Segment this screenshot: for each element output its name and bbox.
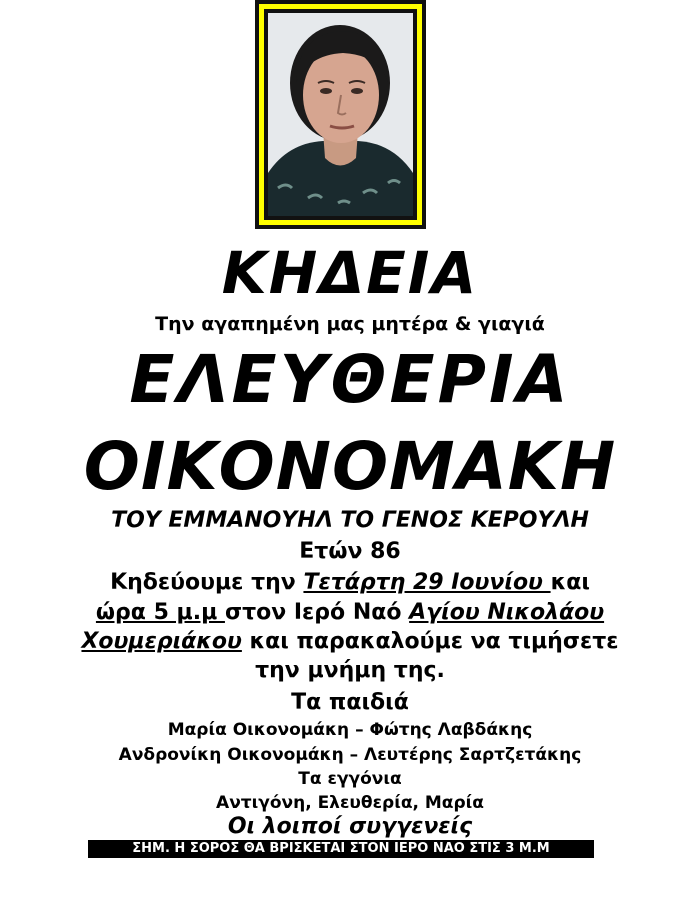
children-label: Τα παιδιά <box>291 690 409 715</box>
parentage-line: ΤΟΥ ΕΜΜΑΝΟΥΗΛ ΤΟ ΓΕΝΟΣ ΚΕΡΟΥΛΗ <box>111 508 589 533</box>
age-line: Ετών 86 <box>299 539 401 564</box>
service-time: ώρα 5 μ.μ <box>95 600 225 625</box>
service-line-4: την μνήμη της. <box>255 658 445 683</box>
portrait-photo <box>268 13 413 216</box>
deceased-first-name: ΕΛΕΥΘΕΡΙΑ <box>129 341 571 418</box>
child-entry: Μαρία Οικονομάκη – Φώτης Λαβδάκης <box>167 720 533 740</box>
portrait-frame <box>255 0 426 229</box>
church-name-part-2: Χουμεριάκου <box>81 629 242 654</box>
note-banner: ΣΗΜ. Η ΣΟΡΟΣ ΘΑ ΒΡΙΣΚΕΤΑΙ ΣΤΟΝ ΙΕΡΟ ΝΑΟ ΣΤΙΣ 3 Μ.Μ <box>88 840 594 858</box>
deceased-last-name: ΟΙΚΟΝΟΜΑΚΗ <box>83 428 617 505</box>
portrait-yellow-border <box>259 4 422 225</box>
service-text-4: και παρακαλούμε να τιμήσετε <box>241 629 619 654</box>
intro-line: Την αγαπημένη μας μητέρα & γιαγιά <box>155 313 545 335</box>
child-entry: Ανδρονίκη Οικονομάκη – Λευτέρης Σαρτζετάκης <box>118 745 582 765</box>
service-text-2: και <box>550 570 590 595</box>
funeral-heading: ΚΗΔΕΙΑ <box>221 239 479 307</box>
service-day: Τετάρτη 29 Ιουνίου <box>303 570 551 595</box>
service-line-1 <box>0 569 700 597</box>
portrait-image <box>268 13 413 216</box>
service-text-1: Κηδεύουμε την <box>110 570 304 595</box>
grandchildren-names: Αντιγόνη, Ελευθερία, Μαρία <box>216 793 484 813</box>
relatives-line: Οι λοιποί συγγενείς <box>227 814 473 839</box>
service-text-3: στον Ιερό Ναό <box>224 600 410 625</box>
grandchildren-label: Τα εγγόνια <box>298 769 402 789</box>
service-line-2 <box>0 599 700 627</box>
service-line-3 <box>0 628 700 656</box>
church-name-part-1: Αγίου Νικολάου <box>409 600 605 625</box>
